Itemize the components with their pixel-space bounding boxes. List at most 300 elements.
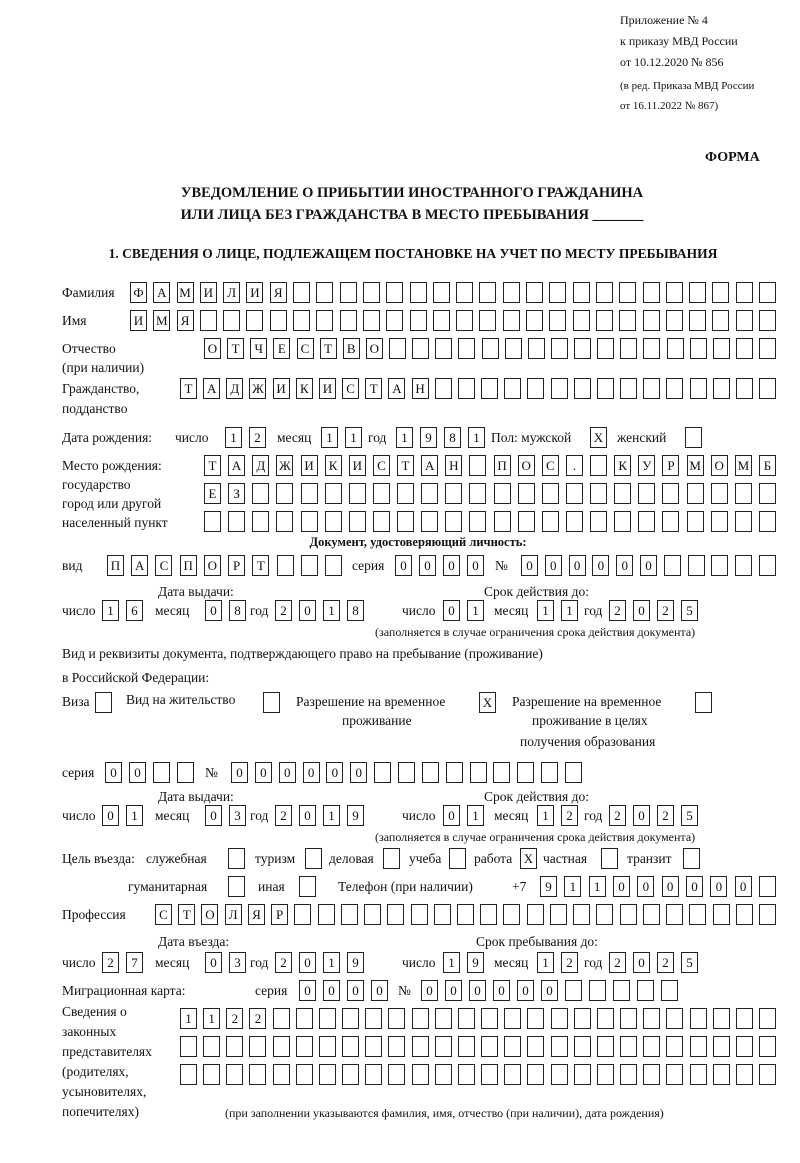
char-cell[interactable]: 1	[467, 600, 484, 621]
char-cell[interactable]	[153, 762, 170, 783]
char-cell[interactable]	[527, 1008, 544, 1029]
char-cell[interactable]	[445, 483, 462, 504]
char-cell[interactable]	[449, 848, 466, 869]
char-cell[interactable]: 0	[686, 876, 703, 897]
char-cell[interactable]	[389, 338, 406, 359]
char-cell[interactable]: Т	[397, 455, 414, 476]
char-cell[interactable]: 0	[421, 980, 438, 1001]
char-cell[interactable]: А	[203, 378, 220, 399]
char-cell[interactable]	[228, 876, 245, 897]
char-cell[interactable]: 0	[323, 980, 340, 1001]
char-cell[interactable]	[412, 1036, 429, 1057]
char-cell[interactable]	[759, 338, 776, 359]
char-cell[interactable]: Р	[228, 555, 245, 576]
char-cell[interactable]	[551, 378, 568, 399]
char-cell[interactable]: 0	[735, 876, 752, 897]
char-cell[interactable]: К	[325, 455, 342, 476]
char-cell[interactable]	[435, 1008, 452, 1029]
char-cell[interactable]: И	[273, 378, 290, 399]
char-cell[interactable]	[503, 904, 520, 925]
char-cell[interactable]: 2	[657, 600, 674, 621]
char-cell[interactable]	[527, 1064, 544, 1085]
char-cell[interactable]	[711, 555, 728, 576]
char-cell[interactable]: 0	[255, 762, 272, 783]
char-cell[interactable]: 9	[540, 876, 557, 897]
id-doc-series-field[interactable]	[395, 555, 485, 577]
char-cell[interactable]	[481, 1036, 498, 1057]
char-cell[interactable]	[687, 511, 704, 532]
char-cell[interactable]	[482, 338, 499, 359]
char-cell[interactable]: 0	[443, 600, 460, 621]
char-cell[interactable]	[349, 483, 366, 504]
char-cell[interactable]	[374, 762, 391, 783]
char-cell[interactable]	[383, 848, 400, 869]
char-cell[interactable]	[398, 762, 415, 783]
char-cell[interactable]: А	[228, 455, 245, 476]
char-cell[interactable]: Н	[412, 378, 429, 399]
char-cell[interactable]	[435, 1064, 452, 1085]
char-cell[interactable]: 2	[561, 805, 578, 826]
char-cell[interactable]	[481, 1064, 498, 1085]
char-cell[interactable]	[597, 1008, 614, 1029]
profession-field[interactable]	[155, 904, 777, 926]
char-cell[interactable]: С	[542, 455, 559, 476]
char-cell[interactable]: В	[343, 338, 360, 359]
char-cell[interactable]	[457, 904, 474, 925]
char-cell[interactable]	[386, 310, 403, 331]
char-cell[interactable]: Ч	[250, 338, 267, 359]
char-cell[interactable]	[410, 282, 427, 303]
char-cell[interactable]	[574, 378, 591, 399]
char-cell[interactable]	[590, 483, 607, 504]
char-cell[interactable]	[412, 1008, 429, 1029]
char-cell[interactable]	[736, 1008, 753, 1029]
char-cell[interactable]	[690, 1036, 707, 1057]
char-cell[interactable]: Т	[227, 338, 244, 359]
char-cell[interactable]	[363, 282, 380, 303]
purpose-business-checkbox[interactable]	[383, 848, 401, 870]
char-cell[interactable]	[479, 282, 496, 303]
char-cell[interactable]: 1	[468, 427, 485, 448]
surname-field[interactable]	[130, 282, 777, 304]
stay-until-year-field[interactable]	[609, 952, 699, 974]
representatives-row2[interactable]	[180, 1036, 777, 1058]
char-cell[interactable]: 0	[592, 555, 609, 576]
char-cell[interactable]	[565, 762, 582, 783]
char-cell[interactable]: 9	[347, 805, 364, 826]
char-cell[interactable]	[494, 483, 511, 504]
char-cell[interactable]: 1	[443, 952, 460, 973]
char-cell[interactable]	[517, 762, 534, 783]
char-cell[interactable]: А	[388, 378, 405, 399]
char-cell[interactable]	[277, 555, 294, 576]
stay-number-field[interactable]	[231, 762, 583, 784]
char-cell[interactable]: 1	[180, 1008, 197, 1029]
char-cell[interactable]: 0	[102, 805, 119, 826]
char-cell[interactable]	[613, 980, 630, 1001]
char-cell[interactable]	[301, 555, 318, 576]
char-cell[interactable]	[456, 310, 473, 331]
char-cell[interactable]: Р	[271, 904, 288, 925]
char-cell[interactable]	[526, 282, 543, 303]
char-cell[interactable]	[518, 511, 535, 532]
char-cell[interactable]: 5	[681, 600, 698, 621]
char-cell[interactable]: Т	[252, 555, 269, 576]
char-cell[interactable]	[666, 310, 683, 331]
char-cell[interactable]	[446, 762, 463, 783]
char-cell[interactable]: С	[342, 378, 359, 399]
char-cell[interactable]	[422, 762, 439, 783]
char-cell[interactable]	[301, 511, 318, 532]
char-cell[interactable]	[666, 1036, 683, 1057]
char-cell[interactable]: М	[153, 310, 170, 331]
char-cell[interactable]	[695, 692, 712, 713]
char-cell[interactable]: 1	[537, 952, 554, 973]
char-cell[interactable]: П	[180, 555, 197, 576]
char-cell[interactable]	[574, 1064, 591, 1085]
char-cell[interactable]	[223, 310, 240, 331]
char-cell[interactable]	[505, 338, 522, 359]
char-cell[interactable]: 0	[299, 952, 316, 973]
char-cell[interactable]: 0	[350, 762, 367, 783]
char-cell[interactable]	[690, 338, 707, 359]
char-cell[interactable]	[365, 1008, 382, 1029]
sex-male-checkbox[interactable]	[590, 427, 608, 449]
char-cell[interactable]	[469, 483, 486, 504]
trp-edu-checkbox[interactable]	[695, 692, 713, 714]
stay-valid-year-field[interactable]	[609, 805, 699, 827]
char-cell[interactable]: 0	[467, 555, 484, 576]
sex-female-checkbox[interactable]	[685, 427, 703, 449]
char-cell[interactable]	[573, 904, 590, 925]
char-cell[interactable]: С	[155, 904, 172, 925]
char-cell[interactable]	[249, 1036, 266, 1057]
char-cell[interactable]	[690, 1064, 707, 1085]
char-cell[interactable]	[574, 1036, 591, 1057]
birth-day-field[interactable]	[225, 427, 267, 449]
id-issue-month-field[interactable]	[205, 600, 247, 622]
char-cell[interactable]: 3	[229, 952, 246, 973]
char-cell[interactable]	[518, 483, 535, 504]
char-cell[interactable]	[203, 1064, 220, 1085]
char-cell[interactable]: 9	[347, 952, 364, 973]
char-cell[interactable]	[759, 511, 776, 532]
stay-valid-day-field[interactable]	[443, 805, 485, 827]
char-cell[interactable]	[293, 282, 310, 303]
char-cell[interactable]	[526, 310, 543, 331]
char-cell[interactable]: 1	[225, 427, 242, 448]
char-cell[interactable]	[433, 310, 450, 331]
char-cell[interactable]: 1	[537, 805, 554, 826]
char-cell[interactable]	[736, 310, 753, 331]
char-cell[interactable]: 1	[537, 600, 554, 621]
purpose-transit-checkbox[interactable]	[683, 848, 701, 870]
char-cell[interactable]	[597, 378, 614, 399]
representatives-row1[interactable]	[180, 1008, 777, 1030]
entry-day-field[interactable]	[102, 952, 144, 974]
char-cell[interactable]	[200, 310, 217, 331]
char-cell[interactable]	[759, 483, 776, 504]
char-cell[interactable]: 0	[517, 980, 534, 1001]
char-cell[interactable]: 0	[205, 600, 222, 621]
char-cell[interactable]	[712, 282, 729, 303]
char-cell[interactable]: 2	[609, 952, 626, 973]
char-cell[interactable]	[319, 1036, 336, 1057]
char-cell[interactable]	[527, 1036, 544, 1057]
char-cell[interactable]: О	[518, 455, 535, 476]
char-cell[interactable]: 1	[102, 600, 119, 621]
char-cell[interactable]	[735, 483, 752, 504]
char-cell[interactable]	[365, 1064, 382, 1085]
char-cell[interactable]	[273, 1064, 290, 1085]
char-cell[interactable]: Е	[273, 338, 290, 359]
char-cell[interactable]	[342, 1008, 359, 1029]
char-cell[interactable]	[342, 1036, 359, 1057]
char-cell[interactable]	[713, 1008, 730, 1029]
char-cell[interactable]	[689, 282, 706, 303]
char-cell[interactable]	[388, 1008, 405, 1029]
char-cell[interactable]	[643, 1064, 660, 1085]
purpose-study-checkbox[interactable]	[449, 848, 467, 870]
char-cell[interactable]	[435, 378, 452, 399]
char-cell[interactable]	[620, 378, 637, 399]
char-cell[interactable]	[573, 310, 590, 331]
stay-until-day-field[interactable]	[443, 952, 485, 974]
char-cell[interactable]	[180, 1036, 197, 1057]
char-cell[interactable]: 0	[469, 980, 486, 1001]
char-cell[interactable]	[204, 511, 221, 532]
char-cell[interactable]	[503, 310, 520, 331]
birth-year-field[interactable]	[396, 427, 486, 449]
char-cell[interactable]	[620, 1008, 637, 1029]
char-cell[interactable]: 2	[609, 600, 626, 621]
char-cell[interactable]	[662, 511, 679, 532]
char-cell[interactable]: 0	[279, 762, 296, 783]
char-cell[interactable]	[597, 1036, 614, 1057]
char-cell[interactable]: .	[566, 455, 583, 476]
migration-series-field[interactable]	[299, 980, 389, 1002]
char-cell[interactable]: 0	[299, 980, 316, 1001]
char-cell[interactable]	[226, 1036, 243, 1057]
char-cell[interactable]	[325, 555, 342, 576]
char-cell[interactable]: 0	[419, 555, 436, 576]
char-cell[interactable]: И	[301, 455, 318, 476]
char-cell[interactable]: 0	[521, 555, 538, 576]
char-cell[interactable]: 2	[249, 427, 266, 448]
char-cell[interactable]	[386, 282, 403, 303]
char-cell[interactable]	[620, 904, 637, 925]
char-cell[interactable]	[619, 310, 636, 331]
char-cell[interactable]	[643, 338, 660, 359]
char-cell[interactable]: 5	[681, 952, 698, 973]
id-issue-day-field[interactable]	[102, 600, 144, 622]
char-cell[interactable]	[597, 338, 614, 359]
char-cell[interactable]	[565, 980, 582, 1001]
char-cell[interactable]	[759, 1008, 776, 1029]
char-cell[interactable]	[263, 692, 280, 713]
char-cell[interactable]: 8	[229, 600, 246, 621]
char-cell[interactable]: 0	[395, 555, 412, 576]
char-cell[interactable]	[643, 904, 660, 925]
char-cell[interactable]	[713, 1064, 730, 1085]
char-cell[interactable]	[503, 282, 520, 303]
purpose-official-checkbox[interactable]	[228, 848, 246, 870]
char-cell[interactable]	[363, 310, 380, 331]
char-cell[interactable]	[666, 1064, 683, 1085]
char-cell[interactable]	[620, 1064, 637, 1085]
char-cell[interactable]	[319, 1064, 336, 1085]
phone-field[interactable]	[540, 876, 777, 898]
char-cell[interactable]: О	[711, 455, 728, 476]
id-valid-month-field[interactable]	[537, 600, 579, 622]
char-cell[interactable]: И	[130, 310, 147, 331]
char-cell[interactable]	[566, 511, 583, 532]
char-cell[interactable]	[597, 1064, 614, 1085]
char-cell[interactable]	[373, 483, 390, 504]
char-cell[interactable]	[434, 904, 451, 925]
char-cell[interactable]	[689, 310, 706, 331]
char-cell[interactable]: И	[349, 455, 366, 476]
char-cell[interactable]: А	[421, 455, 438, 476]
char-cell[interactable]: 0	[633, 805, 650, 826]
char-cell[interactable]	[643, 1036, 660, 1057]
char-cell[interactable]: О	[204, 338, 221, 359]
citizenship-field[interactable]	[180, 378, 777, 400]
char-cell[interactable]: Я	[177, 310, 194, 331]
char-cell[interactable]: 1	[323, 805, 340, 826]
char-cell[interactable]: 3	[229, 805, 246, 826]
char-cell[interactable]: 0	[633, 600, 650, 621]
char-cell[interactable]	[666, 904, 683, 925]
char-cell[interactable]	[296, 1008, 313, 1029]
id-doc-number-field[interactable]	[521, 555, 777, 577]
char-cell[interactable]	[759, 282, 776, 303]
char-cell[interactable]: Б	[759, 455, 776, 476]
stay-issue-year-field[interactable]	[275, 805, 365, 827]
char-cell[interactable]: 2	[249, 1008, 266, 1029]
char-cell[interactable]: Ф	[130, 282, 147, 303]
char-cell[interactable]	[318, 904, 335, 925]
char-cell[interactable]: 0	[569, 555, 586, 576]
char-cell[interactable]: Д	[226, 378, 243, 399]
char-cell[interactable]: К	[614, 455, 631, 476]
char-cell[interactable]	[736, 378, 753, 399]
char-cell[interactable]	[411, 904, 428, 925]
char-cell[interactable]	[458, 1036, 475, 1057]
char-cell[interactable]	[180, 1064, 197, 1085]
char-cell[interactable]	[574, 338, 591, 359]
entry-year-field[interactable]	[275, 952, 365, 974]
char-cell[interactable]	[319, 1008, 336, 1029]
char-cell[interactable]	[711, 511, 728, 532]
char-cell[interactable]	[252, 483, 269, 504]
char-cell[interactable]: 0	[640, 555, 657, 576]
char-cell[interactable]: К	[296, 378, 313, 399]
char-cell[interactable]	[637, 980, 654, 1001]
char-cell[interactable]	[620, 338, 637, 359]
char-cell[interactable]	[551, 1064, 568, 1085]
char-cell[interactable]	[388, 1064, 405, 1085]
char-cell[interactable]: П	[494, 455, 511, 476]
name-field[interactable]	[130, 310, 777, 332]
char-cell[interactable]	[666, 1008, 683, 1029]
char-cell[interactable]	[293, 310, 310, 331]
char-cell[interactable]: Т	[320, 338, 337, 359]
char-cell[interactable]	[687, 483, 704, 504]
char-cell[interactable]: 5	[681, 805, 698, 826]
char-cell[interactable]	[551, 1008, 568, 1029]
char-cell[interactable]	[713, 378, 730, 399]
char-cell[interactable]	[316, 282, 333, 303]
char-cell[interactable]: А	[131, 555, 148, 576]
char-cell[interactable]	[527, 904, 544, 925]
char-cell[interactable]	[638, 483, 655, 504]
char-cell[interactable]	[549, 310, 566, 331]
char-cell[interactable]	[596, 282, 613, 303]
char-cell[interactable]	[325, 483, 342, 504]
char-cell[interactable]	[365, 1036, 382, 1057]
char-cell[interactable]	[504, 1064, 521, 1085]
char-cell[interactable]	[666, 378, 683, 399]
char-cell[interactable]	[276, 511, 293, 532]
char-cell[interactable]	[349, 511, 366, 532]
char-cell[interactable]: 1	[467, 805, 484, 826]
char-cell[interactable]: М	[687, 455, 704, 476]
char-cell[interactable]	[435, 338, 452, 359]
patronymic-field[interactable]	[204, 338, 777, 360]
stay-issue-month-field[interactable]	[205, 805, 247, 827]
char-cell[interactable]	[276, 483, 293, 504]
migration-number-field[interactable]	[421, 980, 679, 1002]
char-cell[interactable]	[421, 483, 438, 504]
char-cell[interactable]	[643, 282, 660, 303]
char-cell[interactable]	[527, 378, 544, 399]
char-cell[interactable]	[683, 848, 700, 869]
char-cell[interactable]	[759, 1064, 776, 1085]
char-cell[interactable]: 0	[493, 980, 510, 1001]
char-cell[interactable]	[551, 1036, 568, 1057]
char-cell[interactable]	[340, 282, 357, 303]
char-cell[interactable]: 2	[226, 1008, 243, 1029]
char-cell[interactable]	[273, 1036, 290, 1057]
char-cell[interactable]: 1	[323, 952, 340, 973]
char-cell[interactable]	[736, 1036, 753, 1057]
char-cell[interactable]	[433, 282, 450, 303]
char-cell[interactable]	[666, 282, 683, 303]
char-cell[interactable]: 1	[323, 600, 340, 621]
char-cell[interactable]: И	[200, 282, 217, 303]
char-cell[interactable]	[458, 1064, 475, 1085]
char-cell[interactable]: 1	[589, 876, 606, 897]
char-cell[interactable]	[574, 1008, 591, 1029]
char-cell[interactable]	[470, 762, 487, 783]
char-cell[interactable]	[643, 1008, 660, 1029]
char-cell[interactable]	[481, 378, 498, 399]
char-cell[interactable]: А	[153, 282, 170, 303]
char-cell[interactable]: И	[246, 282, 263, 303]
char-cell[interactable]: Ж	[249, 378, 266, 399]
char-cell[interactable]: О	[366, 338, 383, 359]
char-cell[interactable]	[458, 338, 475, 359]
char-cell[interactable]	[493, 762, 510, 783]
char-cell[interactable]	[759, 1036, 776, 1057]
id-issue-year-field[interactable]	[275, 600, 365, 622]
char-cell[interactable]: 0	[105, 762, 122, 783]
char-cell[interactable]	[713, 1036, 730, 1057]
char-cell[interactable]: 2	[275, 600, 292, 621]
char-cell[interactable]: 8	[444, 427, 461, 448]
char-cell[interactable]: С	[297, 338, 314, 359]
